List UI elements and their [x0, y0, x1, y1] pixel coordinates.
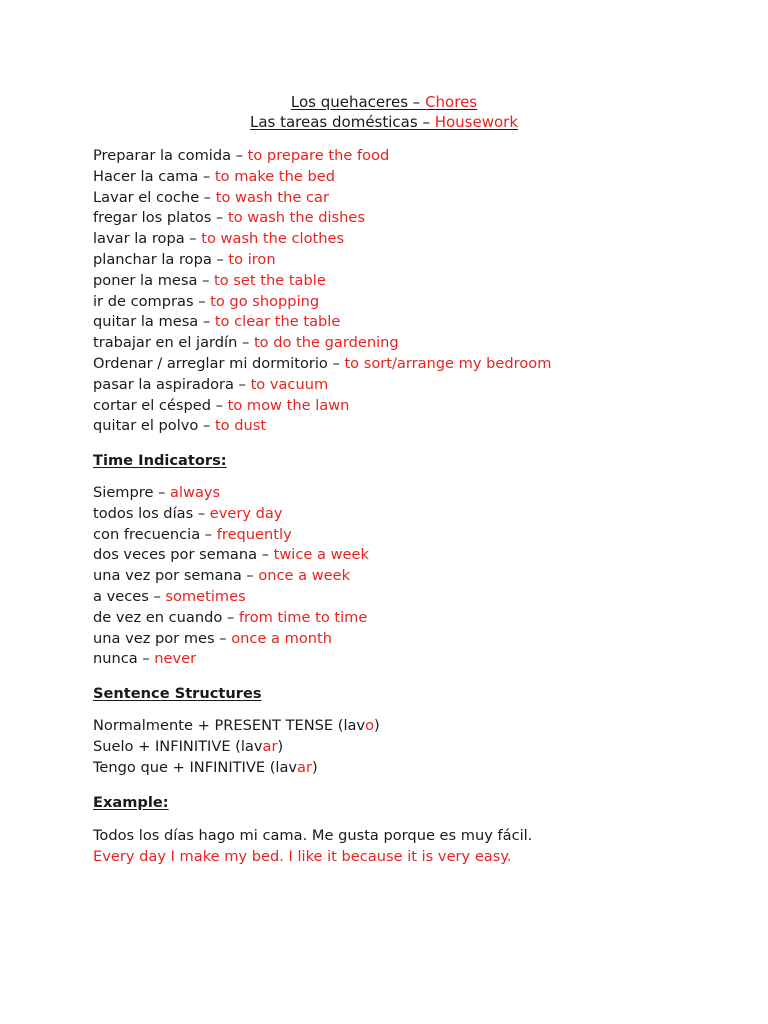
title-separator-2: –: [417, 113, 435, 131]
chore-item-separator: –: [199, 188, 216, 206]
time-indicator-item-spanish: Siempre: [93, 484, 154, 501]
chore-item-separator: –: [231, 147, 248, 164]
time-indicator-item-separator: –: [214, 629, 232, 647]
time-indicator-item-spanish: con frecuencia: [93, 525, 201, 543]
chore-item-english: to mow the lawn: [227, 396, 350, 414]
time-indicator-item-english: every day: [209, 504, 283, 522]
time-indicator-item-separator: –: [193, 504, 210, 522]
time-indicator-item: [93, 483, 733, 504]
chore-item: [93, 208, 733, 229]
time-indicator-item-english: twice a week: [273, 546, 369, 564]
time-indicator-item-separator: –: [137, 650, 155, 668]
structure-text: Suelo + INFINITIVE (lav: [93, 737, 263, 755]
chore-item-spanish: quitar la mesa: [93, 313, 199, 331]
chore-item-separator: –: [211, 209, 228, 227]
chore-item-spanish: ir de compras: [93, 292, 194, 310]
title-es-1: Los quehaceres: [290, 93, 409, 111]
time-indicator-item-english: once a month: [231, 629, 332, 647]
time-indicator-item-spanish: dos veces por semana: [93, 546, 258, 564]
chore-item: [93, 312, 733, 333]
time-indicator-item-spanish: nunca: [93, 650, 138, 668]
structure-text-close: ): [311, 758, 318, 776]
chore-item-english: to dust: [214, 417, 267, 435]
time-indicator-item-spanish: todos los días: [93, 504, 194, 522]
time-indicator-item: [93, 504, 733, 525]
chore-item-separator: –: [198, 167, 215, 185]
chore-item-spanish: Hacer la cama: [93, 167, 199, 185]
chore-item-spanish: poner la mesa: [93, 271, 198, 289]
structure-text: Normalmente + PRESENT TENSE (lav: [93, 717, 366, 734]
time-indicator-item-english: from time to time: [238, 608, 368, 626]
chore-item-spanish: trabajar en el jardín: [93, 334, 238, 352]
time-indicator-item-spanish: una vez por semana: [93, 567, 242, 585]
time-indicator-item-separator: –: [148, 587, 166, 605]
time-indicator-item-separator: –: [200, 525, 217, 543]
structure-text-close: ): [277, 737, 284, 755]
time-indicator-item-spanish: a veces: [93, 587, 149, 605]
chore-item-english: to wash the dishes: [227, 209, 365, 227]
sentence-structure-item: [93, 716, 733, 737]
chore-item-english: to iron: [228, 250, 276, 268]
title-es-2: Las tareas domésticas: [249, 113, 418, 131]
time-indicator-item: [93, 525, 733, 546]
chore-item: [93, 250, 733, 271]
example-block: [93, 826, 733, 868]
sentence-structures-list: [93, 716, 733, 778]
chore-item-spanish: Ordenar / arreglar mi dormitorio: [93, 354, 328, 372]
title-line-1: [0, 92, 768, 112]
time-indicator-item: [93, 649, 733, 670]
time-indicator-item-spanish: una vez por mes: [93, 629, 215, 647]
example-spanish: Todos los días hago mi cama. Me gusta porque es muy fácil.: [93, 827, 533, 844]
time-indicator-item-separator: –: [222, 608, 239, 626]
sentence-structure-item: [93, 737, 733, 758]
chore-item: [93, 271, 733, 292]
chore-item-english: to vacuum: [250, 375, 329, 393]
structure-text: Tengo que + INFINITIVE (lav: [93, 758, 298, 776]
chore-item: [93, 416, 733, 437]
chore-item-english: to do the gardening: [253, 334, 399, 352]
chore-item: [93, 292, 733, 313]
chore-item-english: to make the bed: [214, 167, 335, 185]
chore-item-spanish: cortar el césped: [93, 396, 212, 414]
time-indicator-item-english: always: [170, 484, 221, 501]
chore-item: [93, 354, 733, 375]
time-indicator-item-english: once a week: [258, 567, 351, 585]
chore-item: [93, 375, 733, 396]
chore-item-spanish: Preparar la comida: [93, 147, 232, 164]
structure-ending-highlight: o: [365, 717, 375, 734]
example-english: Every day I make my bed. I like it because it is very easy.: [93, 847, 512, 865]
chore-item-separator: –: [233, 375, 251, 393]
time-indicator-item-separator: –: [241, 567, 259, 585]
chore-item: [93, 396, 733, 417]
time-indicator-item-english: frequently: [216, 525, 292, 543]
sentence-structures-heading: Sentence Structures: [93, 685, 262, 702]
time-indicator-item-separator: –: [257, 546, 274, 564]
time-indicator-item-english: never: [154, 650, 197, 668]
time-indicator-item: [93, 608, 733, 629]
chore-item-spanish: fregar los platos: [93, 209, 212, 227]
chore-item-separator: –: [197, 271, 215, 289]
time-indicator-item: [93, 629, 733, 650]
chore-item: [93, 229, 733, 250]
chores-list: [93, 146, 733, 437]
chore-item: [93, 188, 733, 209]
chore-item-separator: –: [198, 417, 215, 435]
chore-item-separator: –: [211, 250, 229, 268]
chore-item-separator: –: [193, 292, 211, 310]
time-indicator-item-separator: –: [153, 484, 171, 501]
sentence-structure-item: [93, 758, 733, 779]
time-indicator-item-english: sometimes: [165, 587, 246, 605]
chore-item-separator: –: [211, 396, 228, 414]
chore-item-spanish: quitar el polvo: [93, 417, 199, 435]
chore-item-english: to clear the table: [214, 313, 341, 331]
chore-item-separator: –: [327, 354, 345, 372]
example-heading: Example:: [93, 794, 169, 811]
structure-text-close: ): [374, 717, 380, 734]
time-indicator-item: [93, 566, 733, 587]
time-indicator-item: [93, 587, 733, 608]
chore-item-english: to prepare the food: [247, 147, 390, 164]
title-block: [0, 92, 768, 132]
structure-ending-highlight: ar: [262, 737, 278, 755]
chore-item-spanish: planchar la ropa: [93, 250, 212, 268]
chore-item-spanish: pasar la aspiradora: [93, 375, 234, 393]
chore-item-english: to wash the car: [215, 188, 329, 206]
chore-item-english: to go shopping: [210, 292, 320, 310]
title-en-2: Housework: [434, 113, 519, 131]
chore-item-separator: –: [237, 334, 254, 352]
chore-item: [93, 146, 733, 167]
title-en-1: Chores: [425, 93, 478, 111]
time-indicator-item: [93, 545, 733, 566]
time-indicators-list: [93, 483, 733, 670]
chore-item: [93, 167, 733, 188]
chore-item-english: to sort/arrange my bedroom: [344, 354, 552, 372]
chore-item-spanish: lavar la ropa: [93, 230, 185, 248]
time-indicators-heading: Time Indicators:: [93, 452, 227, 469]
title-line-2: [0, 112, 768, 132]
chore-item-spanish: Lavar el coche: [93, 188, 200, 206]
chore-item-english: to set the table: [214, 271, 326, 289]
chore-item: [93, 333, 733, 354]
title-separator-1: –: [408, 93, 426, 111]
chore-item-separator: –: [184, 230, 202, 248]
chore-item-separator: –: [198, 313, 215, 331]
time-indicator-item-spanish: de vez en cuando: [93, 608, 223, 626]
chore-item-english: to wash the clothes: [201, 230, 345, 248]
structure-ending-highlight: ar: [297, 758, 312, 776]
